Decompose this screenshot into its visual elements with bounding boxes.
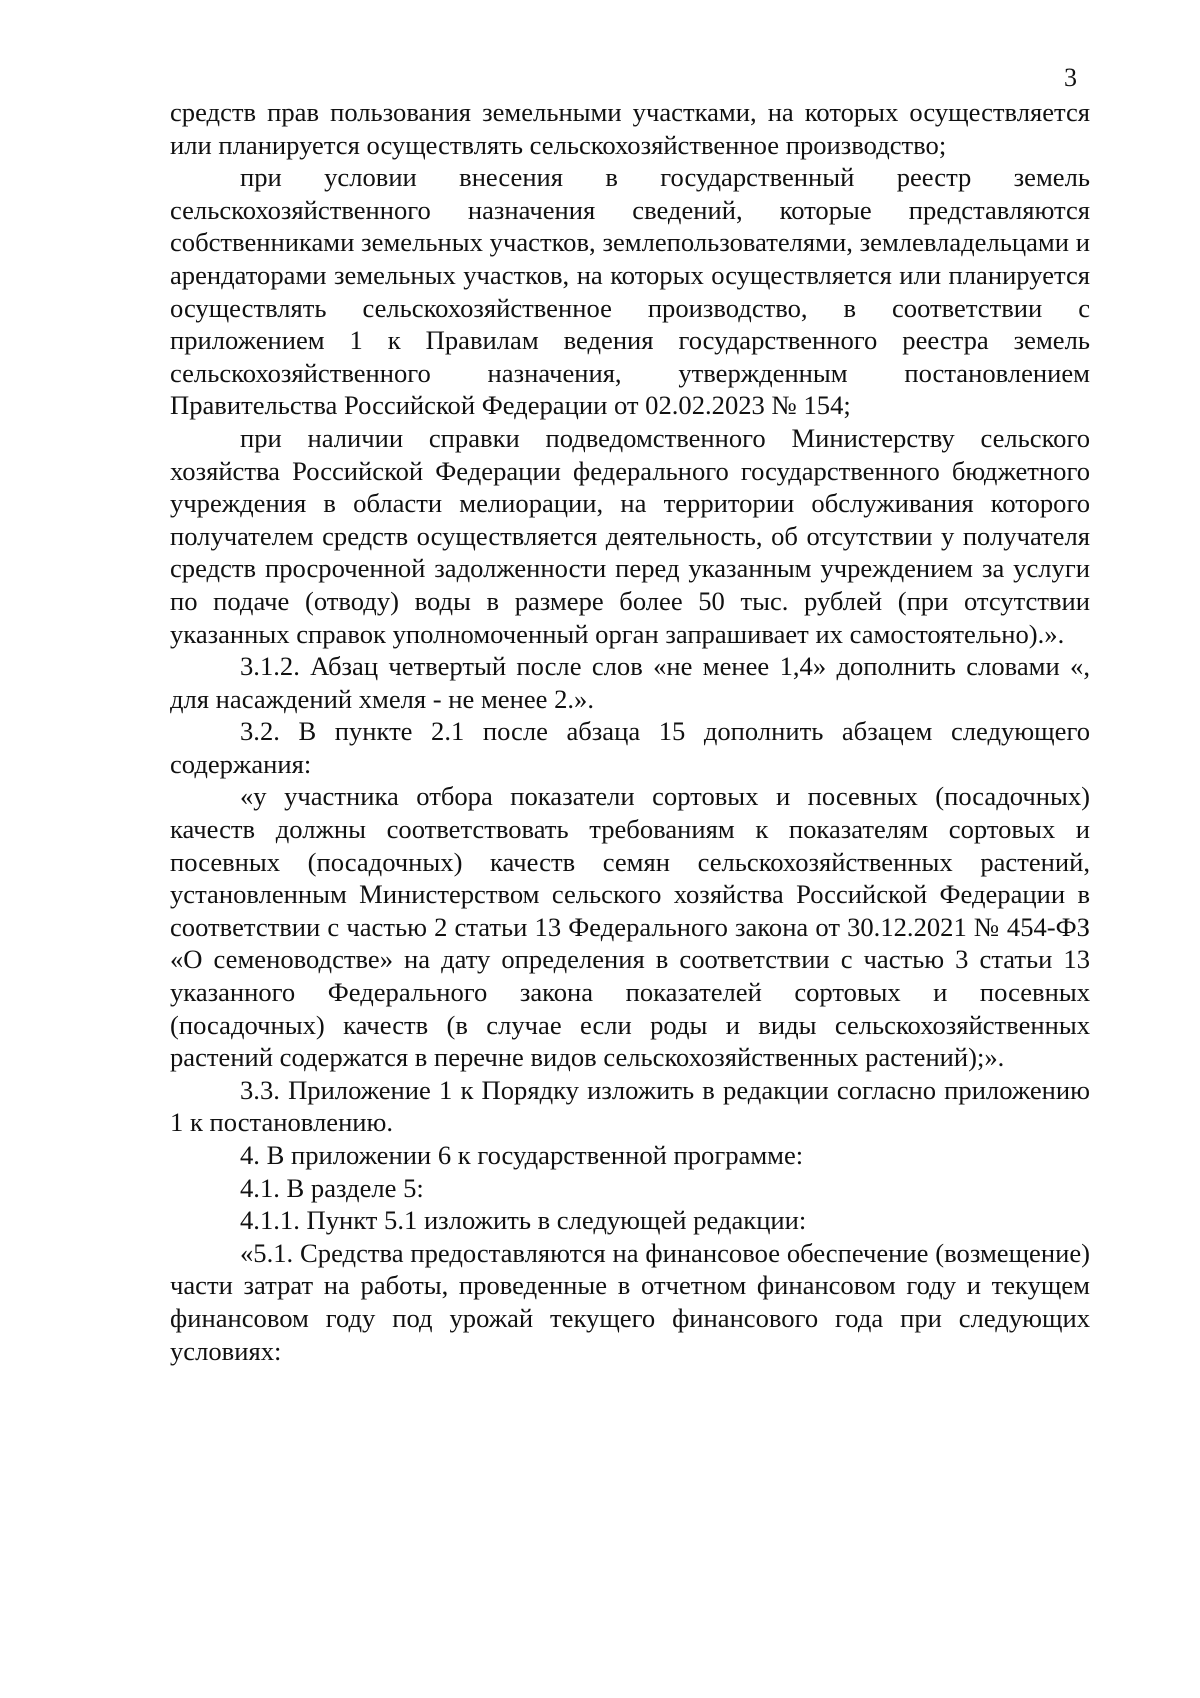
paragraph-5-1: «5.1. Средства предоставляются на финансовое обеспечение (возмещение) части затрат на работы, проведенные в отчетном финансовом году и текущем финансовом году под урожай текущего финансового года при следующих условиях: <box>170 1237 1090 1366</box>
paragraph-4-1: 4.1. В разделе 5: <box>240 1172 424 1203</box>
paragraph-4-1-1: 4.1.1. Пункт 5.1 изложить в следующей редакции: <box>240 1205 807 1236</box>
paragraph-4: 4. В приложении 6 к государственной программе: <box>240 1140 804 1170</box>
paragraph-land-registry-condition: при условии внесения в государственный реестр земель сельскохозяйственного назначения сведений, которые представляются собственниками земельных участков, землепользователями, землевладельцами и арендаторами земельных участков, на которых осуществляется или планируется осуществлять сельскохозяйственное производство, в соответствии с приложением 1 к Правилам ведения государственного реестра земель сельскохозяйственного назначения, утвержденным постановлением Правительства Российской Федерации от 02.02.2023 № 154; <box>170 162 1090 421</box>
paragraph-3-1-2: 3.1.2. Абзац четвертый после слов «не менее 1,4» дополнить словами «, для насаждений хмеля - не менее 2.». <box>170 651 1090 714</box>
page-number: 3 <box>1064 63 1077 92</box>
paragraph-melioration-certificate: при наличии справки подведомственного Министерству сельского хозяйства Российской Федерации федерального государственного бюджетного учреждения в области мелиорации, на территории обслуживания которого получателем средств осуществляется деятельность, об отсутствии у получателя средств просроченной задолженности перед указанным учреждением за услуги по подаче (отводу) воды в размере более 50 тыс. рублей (при отсутствии указанных справок уполномоченный орган запрашивает их самостоятельно).». <box>170 422 1090 649</box>
paragraph-3-3: 3.3. Приложение 1 к Порядку изложить в редакции согласно приложению 1 к постановлению. <box>170 1074 1090 1138</box>
paragraph-seed-quality: «у участника отбора показатели сортовых и посевных (посадочных) качеств должны соответствовать требованиям к показателям сортовых и посевных (посадочных) качеств семян сельскохозяйственных растений, установленным Министерством сельского хозяйства Российской Федерации в соответствии с частью 2 статьи 13 Федерального закона от 30.12.2021 № 454-ФЗ «О семеноводстве» на дату определения в соответствии с частью 3 статьи 13 указанного Федерального закона показателей сортовых и посевных (посадочных) качеств (в случае если роды и виды сельскохозяйственных растений содержатся в перечне видов сельскохозяйственных растений);». <box>170 781 1090 1073</box>
document-body <box>170 96 1090 1367</box>
paragraph-3-2: 3.2. В пункте 2.1 после абзаца 15 дополнить абзацем следующего содержания: <box>170 716 1090 779</box>
paragraph-land-rights: средств прав пользования земельными участками, на которых осуществляется или планируется осуществлять сельскохозяйственное производство; <box>170 97 1090 160</box>
